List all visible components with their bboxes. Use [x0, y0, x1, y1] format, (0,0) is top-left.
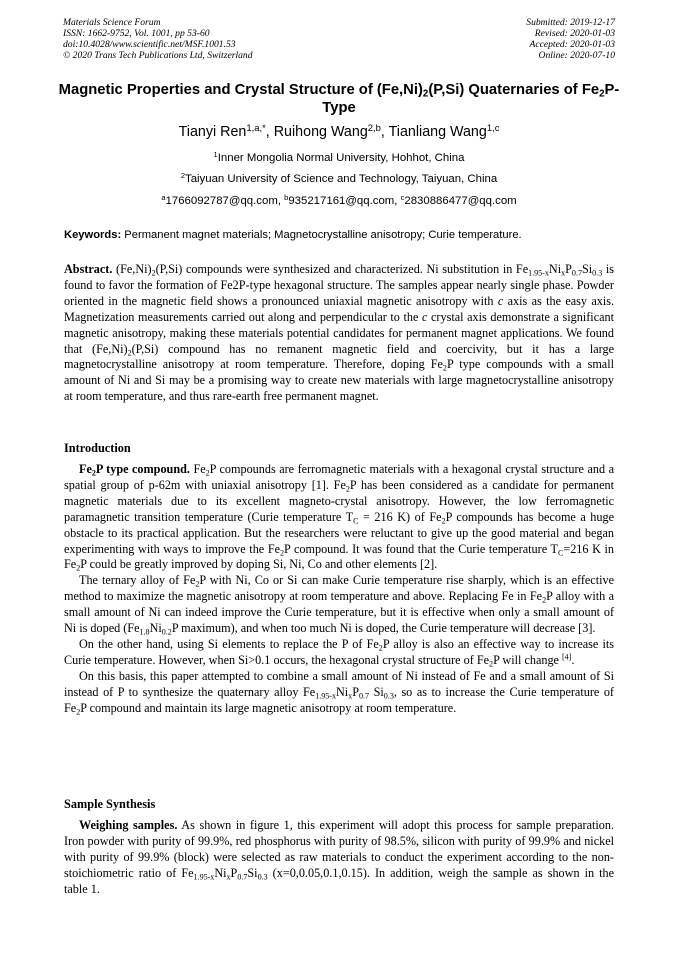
- author-2: Ruihong Wang: [273, 124, 368, 140]
- author-emails: $^a$1766092787@qq.com, $^b$935217161@qq.com, $^c$2830886477@qq.com: [161, 192, 517, 207]
- copyright: © 2020 Trans Tech Publications Ltd, Switzerland: [63, 50, 253, 61]
- journal-name: Materials Science Forum: [63, 17, 161, 28]
- introduction-heading: Introduction: [64, 441, 131, 455]
- author-list: Tianyi Ren$^{1,a,*}$, Ruihong Wang$^{2,b}$, Tianliang Wang$^{1,c}$: [178, 121, 500, 140]
- submitted-date: Submitted: 2019-12-17: [526, 17, 615, 28]
- author-1: Tianyi Ren: [178, 124, 247, 140]
- issn: ISSN: 1662-9752, Vol. 1001, pp 53-60: [63, 28, 210, 39]
- author-3: Tianliang Wang: [388, 124, 487, 140]
- online-date: Online: 2020-07-10: [538, 50, 615, 61]
- affiliation-1: $^1$Inner Mongolia Normal University, Hohhot, China: [213, 149, 465, 164]
- intro-paragraph-2: The ternary alloy of $Fe_2P$ with Ni, Co or Si can make Curie temperature rise sharply, which is an effective method to maximize the magnetic anisotropy at room temperature and above. Replacing Fe in $Fe_2P$ alloy with a small amount of Ni can indeed improve the Curie temperature, but it is effective when only a small amount of Ni is doped ($Fe_{1.8}Ni_{0.2}P$ maximum), and when too much Ni is doped, the Curie temperature will decrease [3].: [64, 573, 614, 637]
- citation-4: [4]: [562, 652, 572, 662]
- intro-paragraph-1: $Fe_2P$ type compound. $Fe_2P$ compounds are ferromagnetic materials with a hexagonal crystal structure and a spatial group of p-62m with uniaxial anisotropy [1]. $Fe_2P$ has been considered as a candidate for permanent magnetic materials due to its excellent magneto-crystal anisotropy. However, the low ferromagnetic paramagnetic transition temperature (Curie temperature $T_C = 216$ K) of $Fe_2P$ compounds has become a huge obstacle to its practical application. But the researchers were reluctant to give up the good material and began experimenting with ways to improve the $Fe_2P$ compound. It was found that the Curie temperature $T_C=216$ K in $Fe_2P$ could be greatly improved by doping Si, Ni, Co and other elements [2].: [64, 462, 615, 573]
- revised-date: Revised: 2020-01-03: [534, 28, 615, 39]
- intro-paragraph-4: On this basis, this paper attempted to combine a small amount of Ni instead of Fe and a small amount of Si instead of P to synthesize the quaternary alloy $Fe_{1.95-x}Ni_xP_{0.7}$ $Si_{0.3}$, so as to increase the Curie temperature of $Fe_2P$ compound and maintain its large magnetic anisotropy at room temperature.: [64, 668, 614, 716]
- introduction-body: [64, 462, 614, 717]
- accepted-date: Accepted: 2020-01-03: [529, 39, 615, 50]
- doi: doi:10.4028/www.scientific.net/MSF.1001.53: [63, 39, 236, 50]
- intro-paragraph-3: On the other hand, using Si elements to replace the P of $Fe_2P$ alloy is also an effective way to increase its Curie temperature. However, when Si>0.1 occurs, the hexagonal crystal structure of $Fe_2P$ will change [4].: [64, 636, 614, 669]
- keywords: [64, 228, 620, 242]
- keywords-text: Permanent magnet materials; Magnetocrystalline anisotropy; Curie temperature.: [121, 229, 522, 241]
- keywords-label: Keywords:: [64, 229, 122, 241]
- affiliation-2: $^2$Taiyuan University of Science and Technology, Taiyuan, China: [180, 170, 498, 185]
- abstract-label: Abstract.: [64, 262, 113, 276]
- paper-title: Magnetic Properties and Crystal Structure of $(Fe,Ni)_2(P,Si)$ Quaternaries of $Fe_2P$-Type: [58, 82, 620, 116]
- sample-synthesis-body: [64, 818, 614, 898]
- journal-header: [63, 17, 253, 61]
- synthesis-paragraph-1: Weighing samples. As shown in figure 1, this experiment will adopt this process for sample preparation. Iron powder with purity of 99.9%, red phosphorus with purity of 98.5%, silicon with purity of 99.9% and nickel with purity of 99.9% (block) were selected as raw materials to conduct the experiment according to the non-stoichiometric ratio of $Fe_{1.95-x}Ni_xP_{0.7}Si_{0.3}$ (x=0,0.05,0.1,0.15). In addition, weigh the sample as shown in the table 1.: [64, 818, 614, 896]
- abstract: Abstract. $(Fe,Ni)_2(P,Si)$ compounds were synthesized and characterized. Ni substitution in $Fe_{1.95-x}Ni_xP_{0.7}Si_{0.3}$ is found to favor the formation of Fe2P-type hexagonal structure. The samples appear nearly single phase. Powder oriented in the magnetic field shows a pronounced uniaxial magnetic anisotropy with c axis as the easy axis. Magnetization measurements carried out along and perpendicular to the c crystal axis demonstrate a significant magnetic anisotropy, making these materials potential candidates for permanent magnet applications. We found that $(Fe,Ni)_2(P,Si)$ compound has no remanent magnetic field and coercivity, but it has a large magnetocrystalline anisotropy at room temperature. Therefore, doping $Fe_2P$ type compounds with a small amount of Ni and Si may be a promising way to create new materials with large magnetocrystalline anisotropy at room temperature, and thus rare-earth free permanent magnet.: [64, 262, 614, 404]
- sample-synthesis-heading: Sample Synthesis: [64, 797, 156, 811]
- dates-header: [526, 17, 615, 61]
